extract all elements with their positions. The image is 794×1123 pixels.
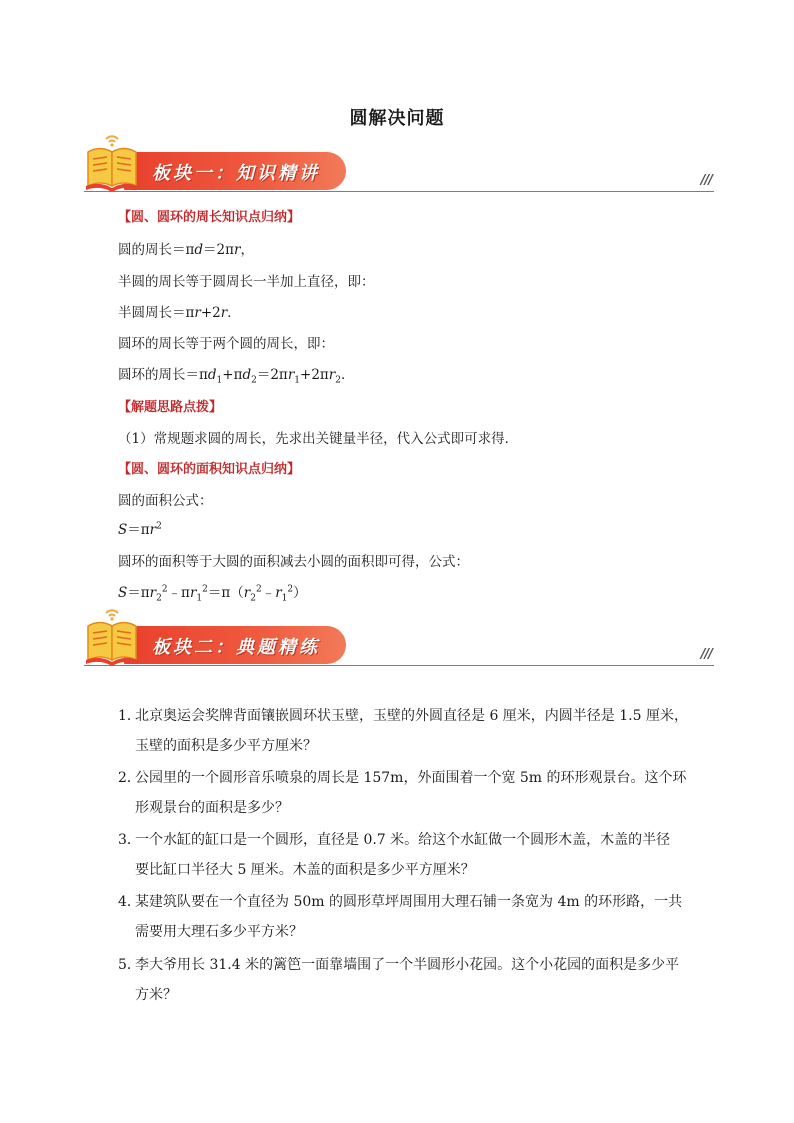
section-banner xyxy=(124,152,346,190)
tip-1: （1）常规题求圆的周长，先求出关键量半径，代入公式即可求得． xyxy=(118,431,519,447)
book-icon xyxy=(84,132,140,192)
question-line: 需要用大理石多少平方米？ xyxy=(135,924,303,940)
area-label: 圆的面积公式： xyxy=(118,493,213,509)
section-rule xyxy=(84,191,714,193)
ring-perimeter-desc: 圆环的周长等于两个圆的周长，即： xyxy=(118,336,334,352)
section-rule xyxy=(84,665,714,667)
section-banner xyxy=(124,626,346,664)
question-line: 一个水缸的缸口是一个圆形，直径是 0.7 米。给这个水缸做一个圆形木盖，木盖的半径 xyxy=(135,832,671,848)
formula-ring-perimeter: 圆环的周长$=\pi d_1+\pi d_2=2\pi r_1+2\pi r_2$． xyxy=(118,367,355,386)
semicircle-desc: 半圆的周长等于圆周长一半加上直径，即： xyxy=(118,274,375,290)
formula-circle-perimeter: 圆的周长＝πd＝2πr， xyxy=(118,242,254,258)
heading-perimeter: 【圆、圆环的周长知识点归纳】 xyxy=(118,210,301,225)
book-icon xyxy=(84,606,140,666)
section-label: 板块二：典题精练 xyxy=(152,637,320,658)
question-number: 2． xyxy=(118,770,141,786)
question-item xyxy=(118,825,688,885)
section-slashes: /// xyxy=(700,647,712,662)
section-header-1 xyxy=(84,130,714,192)
section-slashes: /// xyxy=(700,173,712,188)
formula-ring-area: $S=\pi r_2^2﹣\pi r_1^2=\pi(r_2^2﹣r_1^2)$ xyxy=(118,584,307,604)
ring-area-desc: 圆环的面积等于大圆的面积减去小圆的面积即可得，公式： xyxy=(118,554,469,570)
question-item xyxy=(118,887,688,947)
question-line: 李大爷用长 31.4 米的篱笆一面靠墙围了一个半圆形小花园。这个小花园的面积是多少平 xyxy=(135,957,680,973)
section-label: 板块一：知识精讲 xyxy=(152,163,320,184)
question-line: 形观景台的面积是多少？ xyxy=(135,800,289,816)
question-item xyxy=(118,701,688,761)
question-line: 某建筑队要在一个直径为 50m 的圆形草坪周围用大理石铺一条宽为 4m 的环形路，一共 xyxy=(135,894,683,910)
question-number: 1． xyxy=(118,708,141,724)
heading-area: 【圆、圆环的面积知识点归纳】 xyxy=(118,462,301,477)
question-item xyxy=(118,950,688,1010)
question-line: 北京奥运会奖牌背面镶嵌圆环状玉壁，玉壁的外圆直径是 6 厘米，内圆半径是 1.5 厘米， xyxy=(135,708,688,724)
question-item xyxy=(118,763,688,823)
section-header-2 xyxy=(84,604,714,666)
question-number: 5． xyxy=(118,957,141,973)
question-number: 4． xyxy=(118,894,141,910)
question-line: 要比缸口半径大 5 厘米。木盖的面积是多少平方厘米？ xyxy=(135,862,475,878)
page-title: 圆解决问题 xyxy=(349,108,445,129)
heading-tips: 【解题思路点拨】 xyxy=(118,400,223,415)
question-line: 玉壁的面积是多少平方厘米？ xyxy=(135,738,317,754)
question-number: 3． xyxy=(118,832,141,848)
question-line: 公园里的一个圆形音乐喷泉的周长是 157m，外面围着一个宽 5m 的环形观景台。这个环 xyxy=(135,770,687,786)
question-line: 方米？ xyxy=(135,987,177,1003)
formula-circle-area: $S=\pi r^2$ xyxy=(118,521,162,538)
formula-semicircle: 半圆周长＝πr+2r． xyxy=(118,305,241,321)
